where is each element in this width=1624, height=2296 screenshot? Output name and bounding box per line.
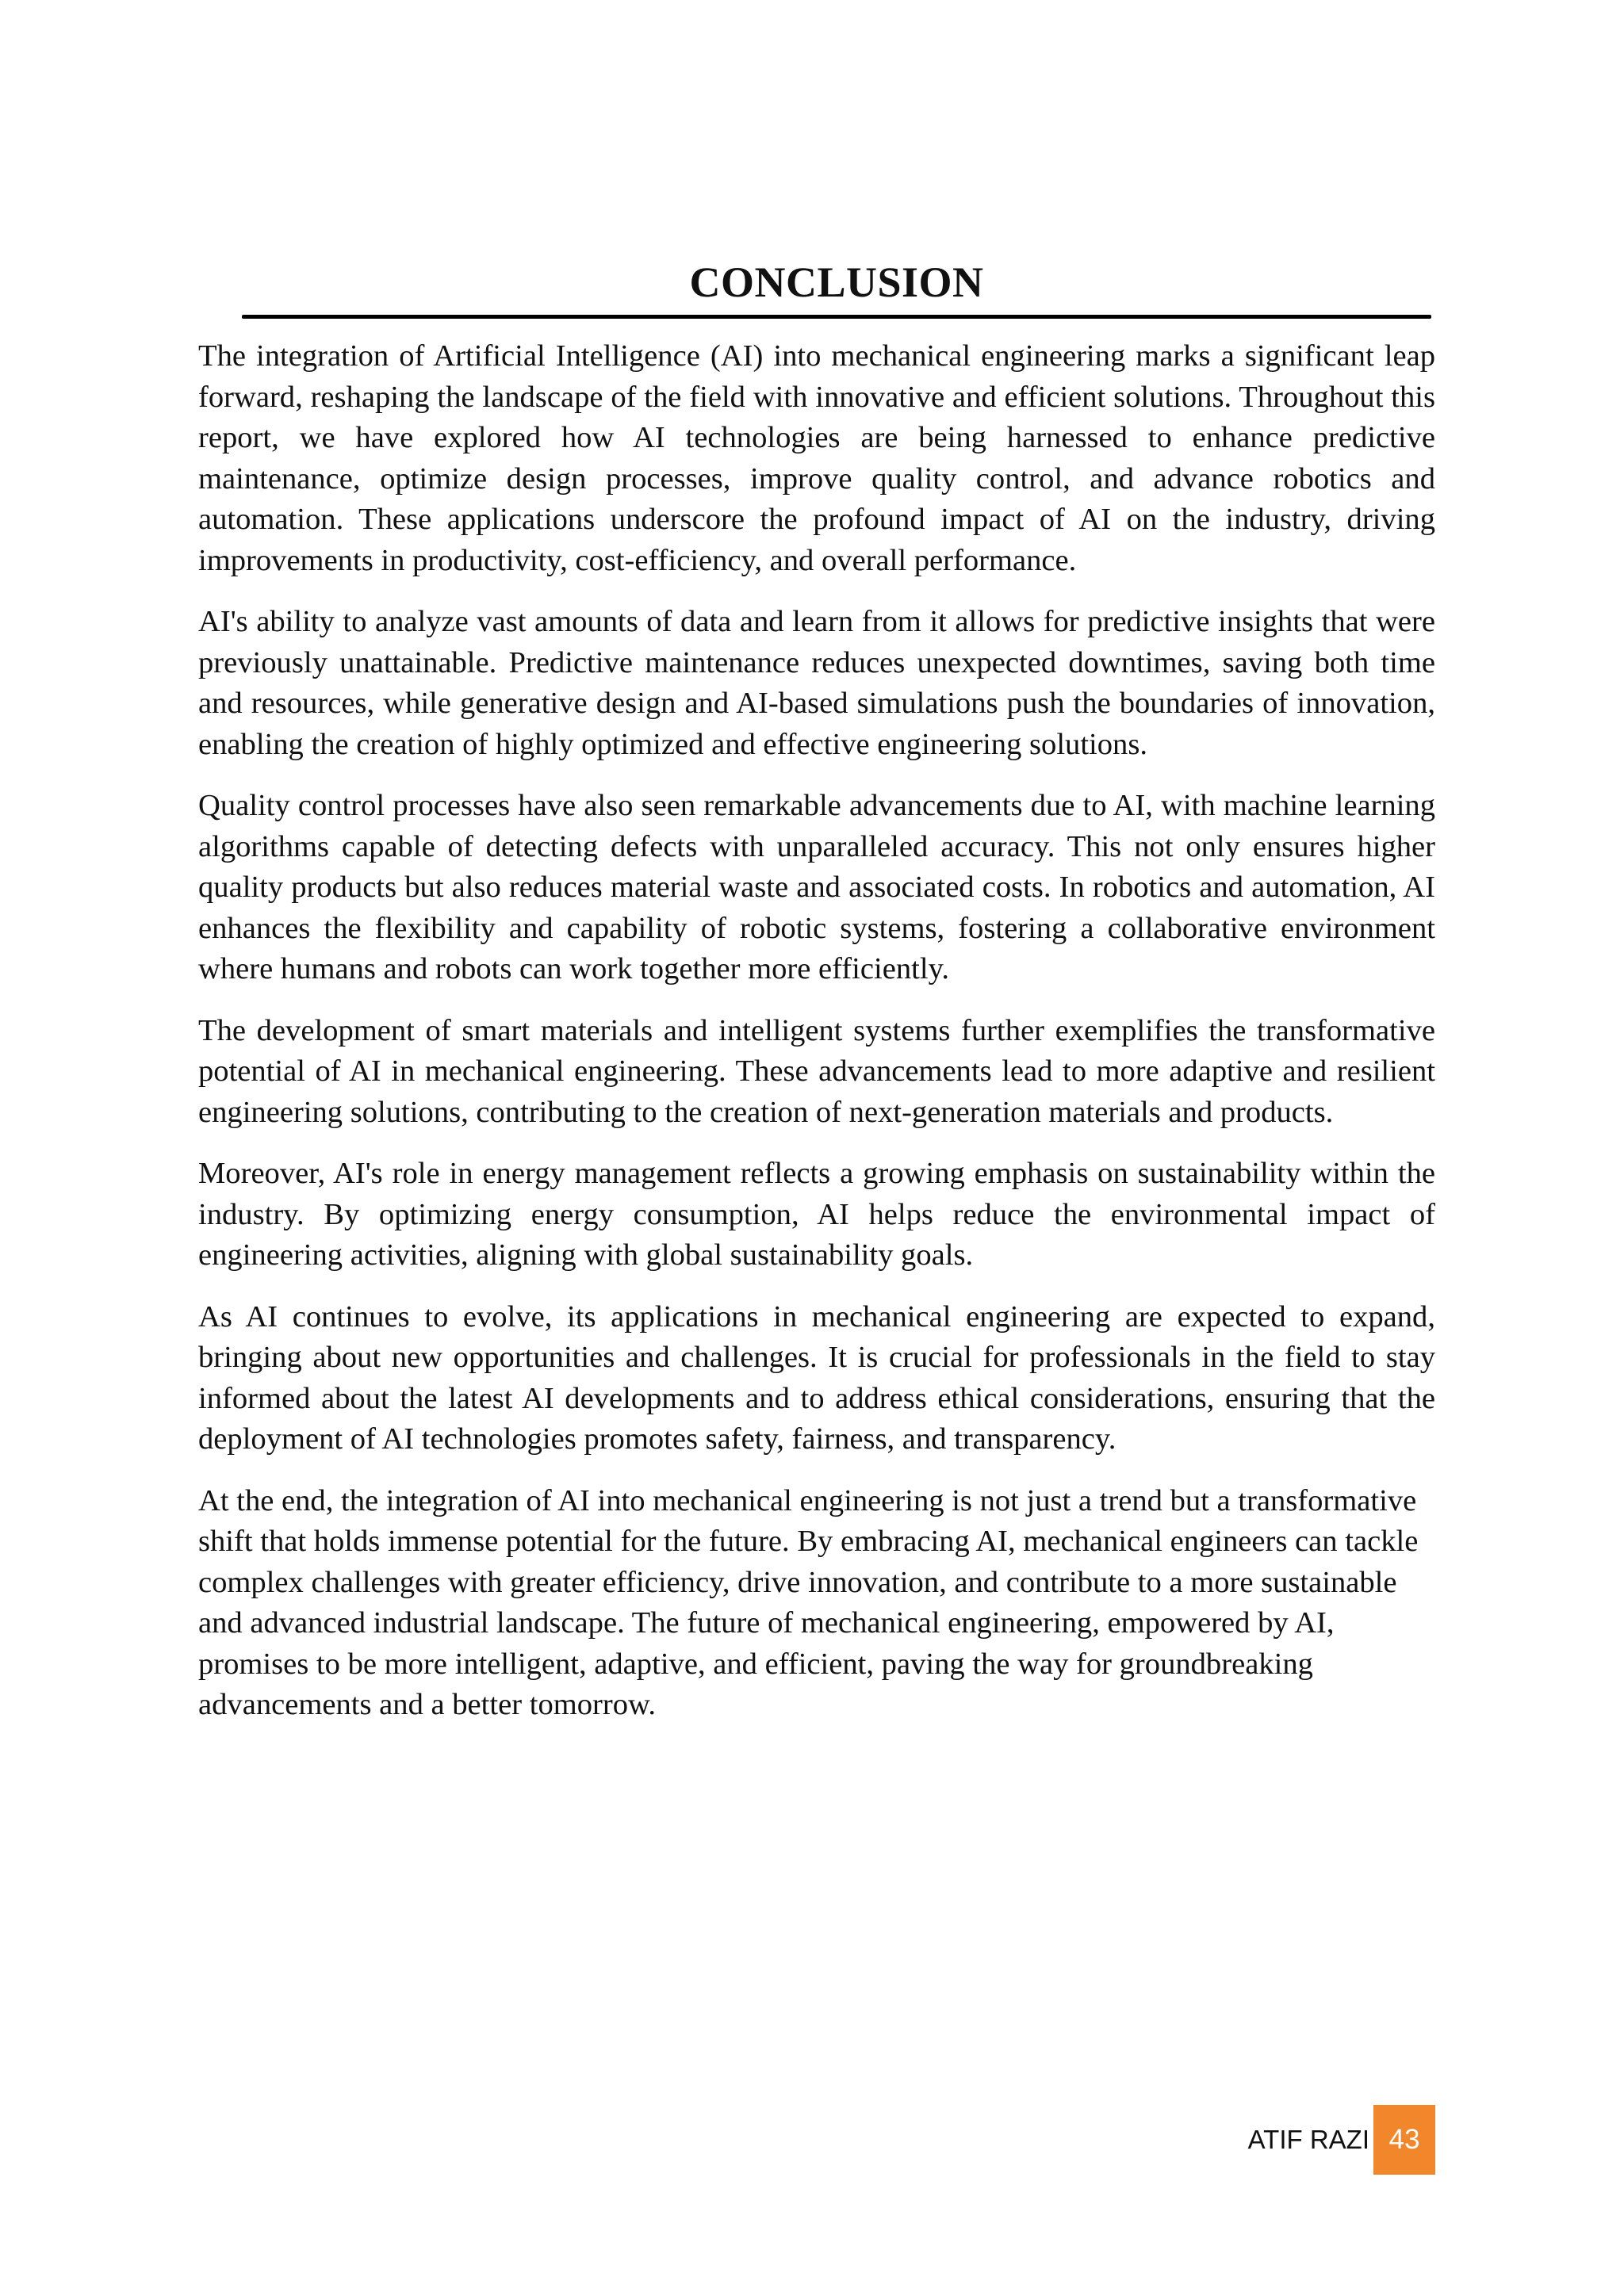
title-underline [242, 315, 1431, 319]
page-footer [1237, 2105, 1435, 2175]
paragraph-2: AI's ability to analyze vast amounts of data and learn from it allows for predictive insights that were previously unattainable. Predictive maintenance reduces unexpected downtimes, saving both time and resources, while generative design and AI-based simulations push the boundaries of innovation, enabling the creation of highly optimized and effective engineering solutions. [198, 605, 1435, 761]
page-title: CONCLUSION [689, 258, 984, 306]
paragraph-3: Quality control processes have also seen remarkable advancements due to AI, with machine learning algorithms capable of detecting defects with unparalleled accuracy. This not only ensures higher quality products but also reduces material waste and associated costs. In robotics and automation, AI enhances the flexibility and capability of robotic systems, fostering a collaborative environment where humans and robots can work together more efficiently. [198, 789, 1435, 985]
paragraph-5: Moreover, AI's role in energy management reflects a growing emphasis on sustainability within the industry. By optimizing energy consumption, AI helps reduce the environmental impact of engineering activities, aligning with global sustainability goals. [198, 1157, 1435, 1272]
paragraph-7: At the end, the integration of AI into mechanical engineering is not just a trend but a transformative shift that holds immense potential for the future. By embracing AI, mechanical engineers can tackle complex challenges with greater efficiency, drive innovation, and contribute to a more sustainable and advanced industrial landscape. The future of mechanical engineering, empowered by AI, promises to be more intelligent, adaptive, and efficient, paving the way for groundbreaking advancements and a better tomorrow. [198, 1483, 1419, 1721]
footer-author: ATIF RAZI [1247, 2125, 1369, 2154]
page-number-badge: 43 [1373, 2105, 1435, 2175]
paragraph-6: As AI continues to evolve, its applications in mechanical engineering are expected to expand, bringing about new opportunities and challenges. It is crucial for professionals in the field to stay informed about the latest AI developments and to address ethical considerations, ensuring that the deployment of AI technologies promotes safety, fairness, and transparency. [198, 1299, 1435, 1456]
body-text [198, 336, 1435, 1747]
paragraph-4: The development of smart materials and intelligent systems further exemplifies the transformative potential of AI in mechanical engineering. These advancements lead to more adaptive and resilient engineering solutions, contributing to the creation of next-generation materials and products. [198, 1013, 1435, 1129]
paragraph-1: The integration of Artificial Intelligence (AI) into mechanical engineering marks a significant leap forward, reshaping the landscape of the field with innovative and efficient solutions. Throughout this report, we have explored how AI technologies are being harnessed to enhance predictive maintenance, optimize design processes, improve quality control, and advance robotics and automation. These applications underscore the profound impact of AI on the industry, driving improvements in productivity, cost-efficiency, and overall performance. [198, 339, 1435, 577]
